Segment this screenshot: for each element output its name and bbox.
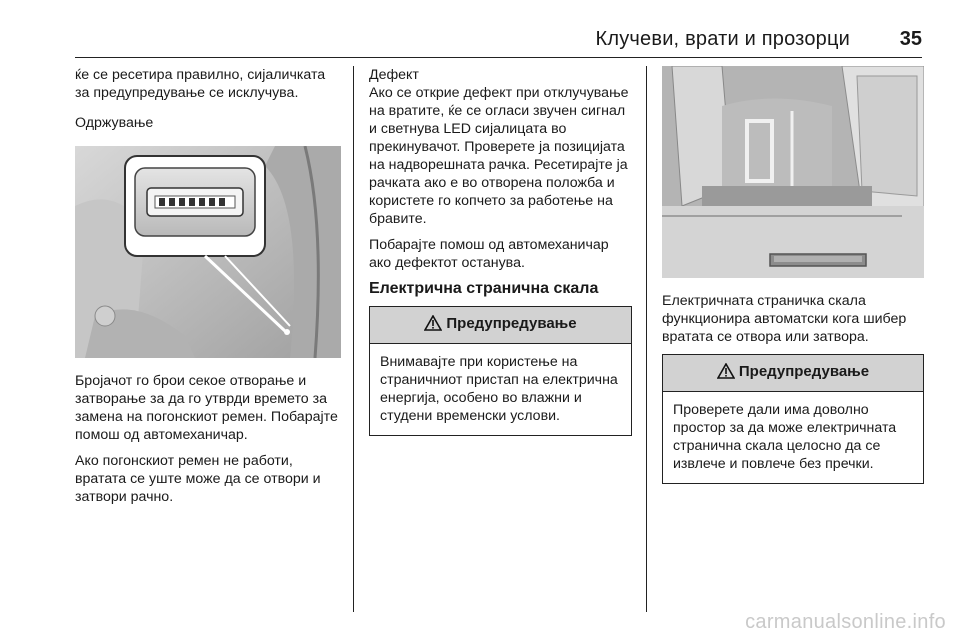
intro-text: ќе се ресетира правилно, сијаличката за предупредување се исклучува. xyxy=(75,67,326,101)
warning-title: Предупредување xyxy=(446,315,577,332)
column-2 xyxy=(369,66,632,436)
side-step-paragraph: Електричната страничка скала функционира автоматски кога шибер вратата се отвора или затвора. xyxy=(662,293,907,345)
counter-paragraph: Бројачот го брои секое отворање и затворање за да го утврди времето за замена на погонскиот ремен. Побарајте помош од автомеханичар. xyxy=(75,373,338,443)
warning-text: Внимавајте при користење на страничниот пристап на електрична енергија, особено во влажни и студени временски услови. xyxy=(380,354,618,424)
column-divider-2 xyxy=(646,66,647,612)
obd-connector-illustration-icon xyxy=(75,146,341,358)
side-step-figure xyxy=(662,66,928,278)
warning-triangle-icon xyxy=(424,315,442,336)
section-heading-maintenance: Одржување xyxy=(75,115,154,131)
header-rule xyxy=(75,57,922,58)
warning-box-side-step xyxy=(369,306,632,436)
section-heading-side-step: Електрична странична скала xyxy=(369,280,599,297)
page-header-title: Клучеви, врати и прозорци xyxy=(595,28,850,50)
section-heading-fault: Дефект xyxy=(369,67,419,83)
electric-side-step-illustration-icon xyxy=(662,66,924,278)
page-number: 35 xyxy=(899,28,922,50)
warning-text: Проверете дали има доволно простор за да може електричната странична скала целосно да се извлече и повлече без пречки. xyxy=(673,402,897,472)
warning-header xyxy=(370,307,631,344)
obd-connector-figure xyxy=(75,146,341,358)
column-3 xyxy=(662,66,924,484)
manual-door-paragraph: Ако погонскиот ремен не работи, вратата се уште може да се отвори и затвори рачно. xyxy=(75,453,321,505)
warning-header xyxy=(663,355,923,392)
fault-paragraph: Ако се открие дефект при отклучување на вратите, ќе се огласи звучен сигнал и светнува LED сијалицата во прекинувачот. Проверете ја позицијата на надворешната рачка. Ресетирајте ја рачката ако е во отворена положба и користете го копчето за работење на бравите. xyxy=(369,85,629,227)
column-divider-1 xyxy=(353,66,354,612)
warning-box-clearance xyxy=(662,354,924,484)
mechanic-paragraph: Побарајте помош од автомеханичар ако дефектот останува. xyxy=(369,237,609,271)
watermark-link[interactable]: carmanualsonline.info xyxy=(745,611,946,633)
column-1 xyxy=(75,66,341,514)
warning-title: Предупредување xyxy=(738,363,870,380)
warning-triangle-icon xyxy=(717,363,735,384)
